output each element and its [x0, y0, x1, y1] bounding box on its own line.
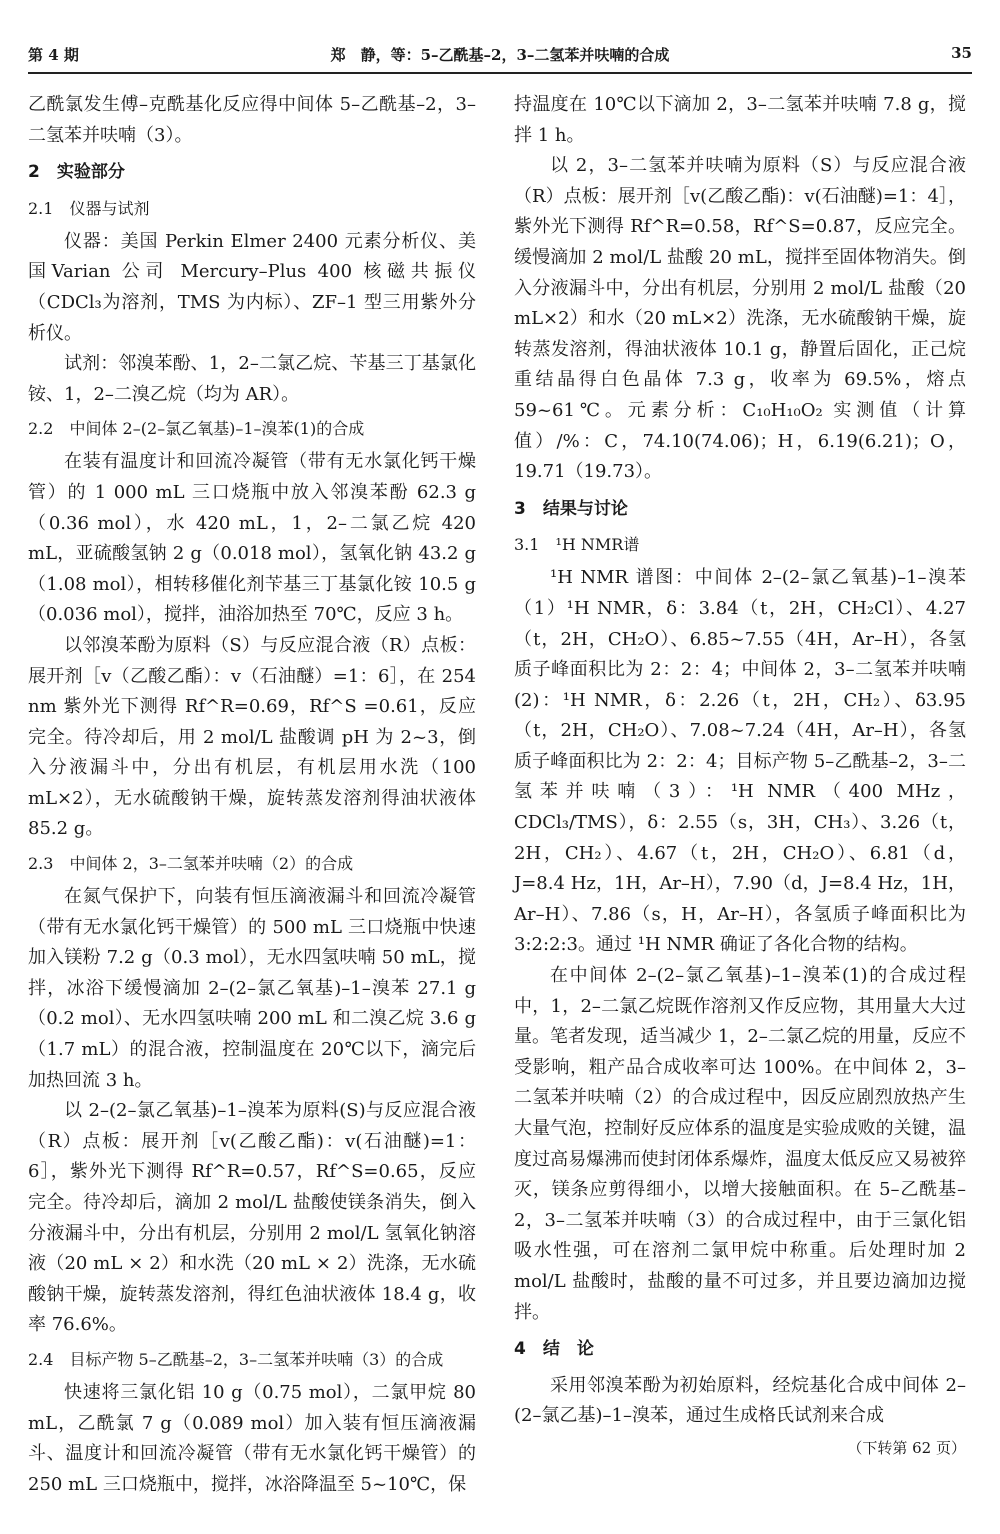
paragraph: 仪器：美国 Perkin Elmer 2400 元素分析仪、美国Varian 公司 Mercury–Plus 400 核磁共振仪（CDCl₃为溶剂，TMS 为内标）、ZF–1 型三用紫外分析仪。	[28, 230, 476, 344]
paragraph: 在装有温度计和回流冷凝管（带有无水氯化钙干燥管）的 1 000 mL 三口烧瓶中放入邻溴苯酚 62.3 g（0.36 mol），水 420 mL，1，2–二氯乙烷 420 mL，亚硫酸氢钠 2 g（0.018 mol），氢氧化钠 43.2 g（1.08 mol），相转移催化剂苄基三丁基氯化铵 10.5 g（0.036 mol），搅拌，油浴加热至 70℃，反应 3 h。	[28, 451, 476, 626]
subsection-heading: 2.1 仪器与试剂	[28, 198, 150, 218]
paragraph: ¹H NMR 谱图：中间体 2–(2–氯乙氧基)–1–溴苯（1）¹H NMR，δ：3.84（t，2H，CH₂Cl）、4.27（t，2H，CH₂O）、6.85~7.55（4H，Ar–H），各氢质子峰面积比为 2：2：4；中间体 2，3–二氢苯并呋喃(2)：¹H NMR，δ：2.26（t，2H，CH₂）、δ3.95（t，2H，CH₂O）、7.08~7.24（4H，Ar–H），各氢质子峰面积比为 2：2：4；目标产物 5–乙酰基–2，3–二氢苯并呋喃（3）：¹H NMR（400 MHz，CDCl₃/TMS），δ：2.55（s，3H，CH₃）、3.26（t，2H，CH₂）、4.67（t，2H，CH₂O）、6.81（d，J=8.4 Hz，1H，Ar–H），7.90（d，J=8.4 Hz，1H，Ar–H）、7.86（s，H，Ar–H），各氢质子峰面积比为 3:2:2:3。通过 ¹H NMR 确证了各化合物的结构。	[514, 567, 966, 956]
header-rule	[28, 72, 972, 74]
paragraph: 以邻溴苯酚为原料（S）与反应混合液（R）点板：展开剂［v（乙酸乙酯）：v（石油醚）=1：6］，在 254 nm 紫外光下测得 Rf^R=0.69，Rf^S =0.61，反应完全。待冷却后，用 2 mol/L 盐酸调 pH 为 2~3，倒入分液漏斗中，分出有机层，有机层用水洗（100 mL×2），无水硫酸钠干燥，旋转蒸发溶剂得油状液体 85.2 g。	[28, 634, 476, 840]
continued-note: （下转第 62 页）	[847, 1438, 966, 1457]
paragraph: 以 2–(2–氯乙氧基)–1–溴苯为原料(S)与反应混合液（R）点板：展开剂［v(乙酸乙酯)：v(石油醚)=1：6］，紫外光下测得 Rf^R=0.57，Rf^S=0.65，反应完全。待冷却后，滴加 2 mol/L 盐酸使镁条消失，倒入分液漏斗中，分出有机层，分别用 2 mol/L 氢氧化钠溶液（20 mL × 2）和水洗（20 mL × 2）洗涤，无水硫酸钠干燥，旋转蒸发溶剂，得红色油状液体 18.4 g，收率 76.6%。	[28, 1100, 476, 1336]
paragraph: 在中间体 2–(2–氯乙氧基)–1–溴苯(1)的合成过程中，1，2–二氯乙烷既作溶剂又作反应物，其用量大大过量。笔者发现，适当减少 1，2–二氯乙烷的用量，反应不受影响，粗产品合成收率可达 100%。在中间体 2，3–二氢苯并呋喃（2）的合成过程中，因反应剧烈放热产生大量气泡，控制好反应体系的温度是实验成败的关键，温度过高易爆沸而使封闭体系爆炸，温度太低反应又易被猝灭，镁条应剪得细小，以增大接触面积。在 5–乙酰基–2，3–二氢苯并呋喃（3）的合成过程中，由于三氯化铝吸水性强，可在溶剂二氯甲烷中称重。后处理时加 2 mol/L 盐酸时，盐酸的量不可过多，并且要边滴加边搅拌。	[514, 965, 966, 1323]
page-header	[28, 30, 972, 74]
paragraph: 采用邻溴苯酚为初始原料，经烷基化合成中间体 2–(2–氯乙基)–1–溴苯，通过生成格氏试剂来合成	[514, 1374, 966, 1427]
issue-number: 第 4 期	[28, 46, 79, 64]
section-heading: 3 结果与讨论	[514, 498, 628, 519]
paragraph: 试剂：邻溴苯酚、1，2–二氯乙烷、苄基三丁基氯化铵、1，2–二溴乙烷（均为 AR）。	[28, 353, 476, 405]
paragraph: 快速将三氯化铝 10 g（0.75 mol），二氯甲烷 80 mL，乙酰氯 7 g（0.089 mol）加入装有恒压滴液漏斗、温度计和回流冷凝管（带有无水氯化钙干燥管）的 250 mL 三口烧瓶中，搅拌，冰浴降温至 5~10℃，保	[28, 1381, 476, 1495]
section-heading: 2 实验部分	[28, 162, 125, 183]
section-heading: 4 结 论	[514, 1339, 594, 1360]
paragraph: 乙酰氯发生傅–克酰基化反应得中间体 5–乙酰基–2，3–二氢苯并呋喃（3）。	[28, 94, 476, 146]
subsection-heading: 2.3 中间体 2，3–二氢苯并呋喃（2）的合成	[28, 854, 354, 874]
paragraph: 在氮气保护下，向装有恒压滴液漏斗和回流冷凝管（带有无水氯化钙干燥管）的 500 mL 三口烧瓶中快速加入镁粉 7.2 g（0.3 mol），无水四氢呋喃 50 mL，搅拌，冰浴下缓慢滴加 2–(2–氯乙氧基)–1–溴苯 27.1 g（0.2 mol）、无水四氢呋喃 200 mL 和二溴乙烷 3.6 g（1.7 mL）的混合液，控制温度在 20℃以下，滴完后加热回流 3 h。	[28, 886, 476, 1091]
left-column	[28, 90, 476, 1500]
subsection-heading: 3.1 ¹H NMR谱	[514, 535, 640, 555]
page-number: 35	[951, 44, 972, 62]
subsection-heading: 2.2 中间体 2–(2–氯乙氧基)–1–溴苯(1)的合成	[28, 419, 365, 439]
running-title: 郑 静，等：5–乙酰基–2，3–二氢苯并呋喃的合成	[330, 46, 670, 64]
column-gutter	[496, 90, 497, 1510]
right-column	[514, 90, 966, 1460]
paragraph: 持温度在 10℃以下滴加 2，3–二氢苯并呋喃 7.8 g，搅拌 1 h。	[514, 94, 966, 146]
paragraph: 以 2，3–二氢苯并呋喃为原料（S）与反应混合液（R）点板：展开剂［v(乙酸乙酯)：v(石油醚)=1：4］，紫外光下测得 Rf^R=0.58，Rf^S=0.87，反应完全。缓慢滴加 2 mol/L 盐酸 20 mL，搅拌至固体物消失。倒入分液漏斗中，分出有机层，分别用 2 mol/L 盐酸（20 mL×2）和水（20 mL×2）洗涤，无水硫酸钠干燥，旋转蒸发溶剂，得油状液体 10.1 g，静置后固化，正己烷重结晶得白色晶体 7.3 g，收率为 69.5%，熔点 59~61℃。元素分析：C₁₀H₁₀O₂ 实测值（计算值）/%：C，74.10(74.06)；H，6.19(6.21)；O，19.71（19.73）。	[514, 155, 966, 483]
subsection-heading: 2.4 目标产物 5–乙酰基–2，3–二氢苯并呋喃（3）的合成	[28, 1349, 444, 1369]
